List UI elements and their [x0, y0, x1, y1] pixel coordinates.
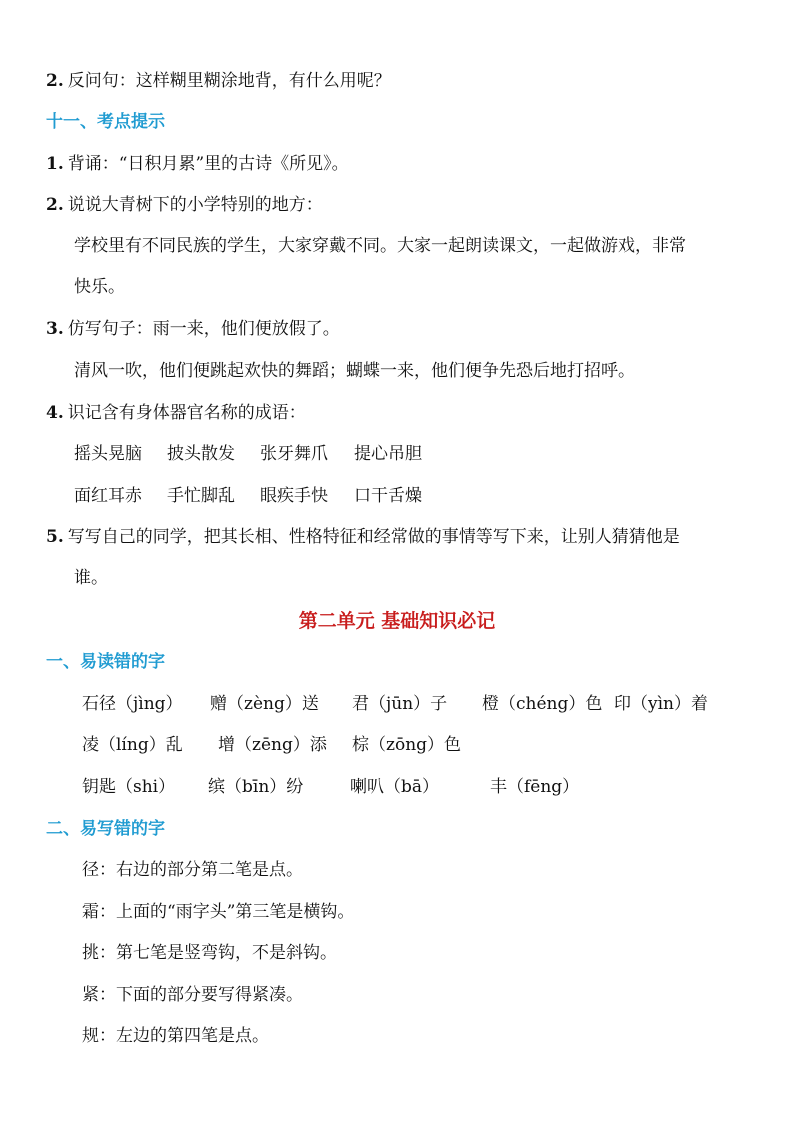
section-heading-exam-tips: 十一、考点提示 — [46, 112, 165, 132]
idiom: 手忙脚乱 — [167, 486, 235, 506]
miswritten-item: 霜：上面的“雨字头”第三笔是横钩。 — [82, 902, 355, 922]
misread-row-3 — [82, 776, 762, 798]
item-number: 4. — [46, 403, 64, 423]
misread-word: 棕（zōng）色 — [352, 735, 462, 755]
tip-item-3 — [46, 318, 340, 340]
misread-row-2 — [82, 734, 762, 756]
idiom: 口干舌燥 — [354, 486, 422, 506]
misread-word: 增（zēng）添 — [218, 735, 327, 755]
item-text: 说说大青树下的小学特别的地方： — [67, 195, 323, 215]
idiom: 披头散发 — [167, 444, 235, 464]
item-text: 写写自己的同学，把其长相、性格特征和经常做的事情等写下来，让别人猜猜他是 — [67, 527, 680, 547]
item-number: 1. — [46, 154, 64, 174]
misread-word: 缤（bīn）纷 — [208, 777, 304, 797]
misread-word: 喇叭（bā） — [350, 777, 440, 797]
item-number: 2. — [46, 195, 64, 215]
tip-item-4 — [46, 402, 306, 424]
misread-word: 丰（fēng） — [490, 777, 580, 797]
idiom-row-2 — [74, 485, 674, 507]
tip-item-1 — [46, 153, 349, 175]
tip-item-5-cont: 谁。 — [74, 568, 108, 588]
misread-word: 橙（chéng）色 — [482, 694, 603, 714]
miswritten-item: 径：右边的部分第二笔是点。 — [82, 860, 303, 880]
unit-title: 第二单元 基础知识必记 — [298, 610, 496, 632]
misread-word: 赠（zèng）送 — [210, 694, 319, 714]
miswritten-item: 规：左边的第四笔是点。 — [82, 1026, 269, 1046]
tip-item-2-answer-cont: 快乐。 — [74, 277, 125, 297]
misread-word: 凌（líng）乱 — [82, 735, 183, 755]
misread-word: 石径（jìng） — [82, 694, 183, 714]
miswritten-item: 挑：第七笔是竖弯钩，不是斜钩。 — [82, 943, 337, 963]
item-text: 识记含有身体器官名称的成语： — [67, 403, 306, 423]
miswritten-item: 紧：下面的部分要写得紧凑。 — [82, 985, 303, 1005]
idiom: 张牙舞爪 — [260, 444, 328, 464]
item-number: 2. — [46, 71, 64, 91]
tip-item-3-example: 清风一吹，他们便跳起欢快的舞蹈；蝴蝶一来，他们便争先恐后地打招呼。 — [74, 361, 635, 381]
item-text: 背诵：“日积月累”里的古诗《所见》。 — [67, 154, 349, 174]
item-number: 3. — [46, 319, 64, 339]
tip-item-2-answer: 学校里有不同民族的学生，大家穿戴不同。大家一起朗读课文，一起做游戏，非常 — [74, 236, 686, 256]
idiom-row-1 — [74, 443, 674, 465]
misread-word: 君（jūn）子 — [352, 694, 448, 714]
section-heading-miswritten: 二、易写错的字 — [46, 819, 165, 839]
tip-item-2 — [46, 194, 323, 216]
item-text: 仿写句子：雨一来，他们便放假了。 — [67, 319, 340, 339]
misread-row-1 — [82, 693, 762, 715]
question-item-2 — [46, 70, 391, 92]
tip-item-5 — [46, 526, 680, 548]
item-number: 5. — [46, 527, 64, 547]
item-text: 反问句：这样糊里糊涂地背，有什么用呢？ — [67, 71, 391, 91]
idiom: 面红耳赤 — [74, 486, 142, 506]
idiom: 提心吊胆 — [354, 444, 422, 464]
idiom: 眼疾手快 — [260, 486, 328, 506]
misread-word: 钥匙（shi） — [82, 777, 176, 797]
misread-word: 印（yìn）着 — [614, 694, 708, 714]
section-heading-misread: 一、易读错的字 — [46, 652, 165, 672]
idiom: 摇头晃脑 — [74, 444, 142, 464]
